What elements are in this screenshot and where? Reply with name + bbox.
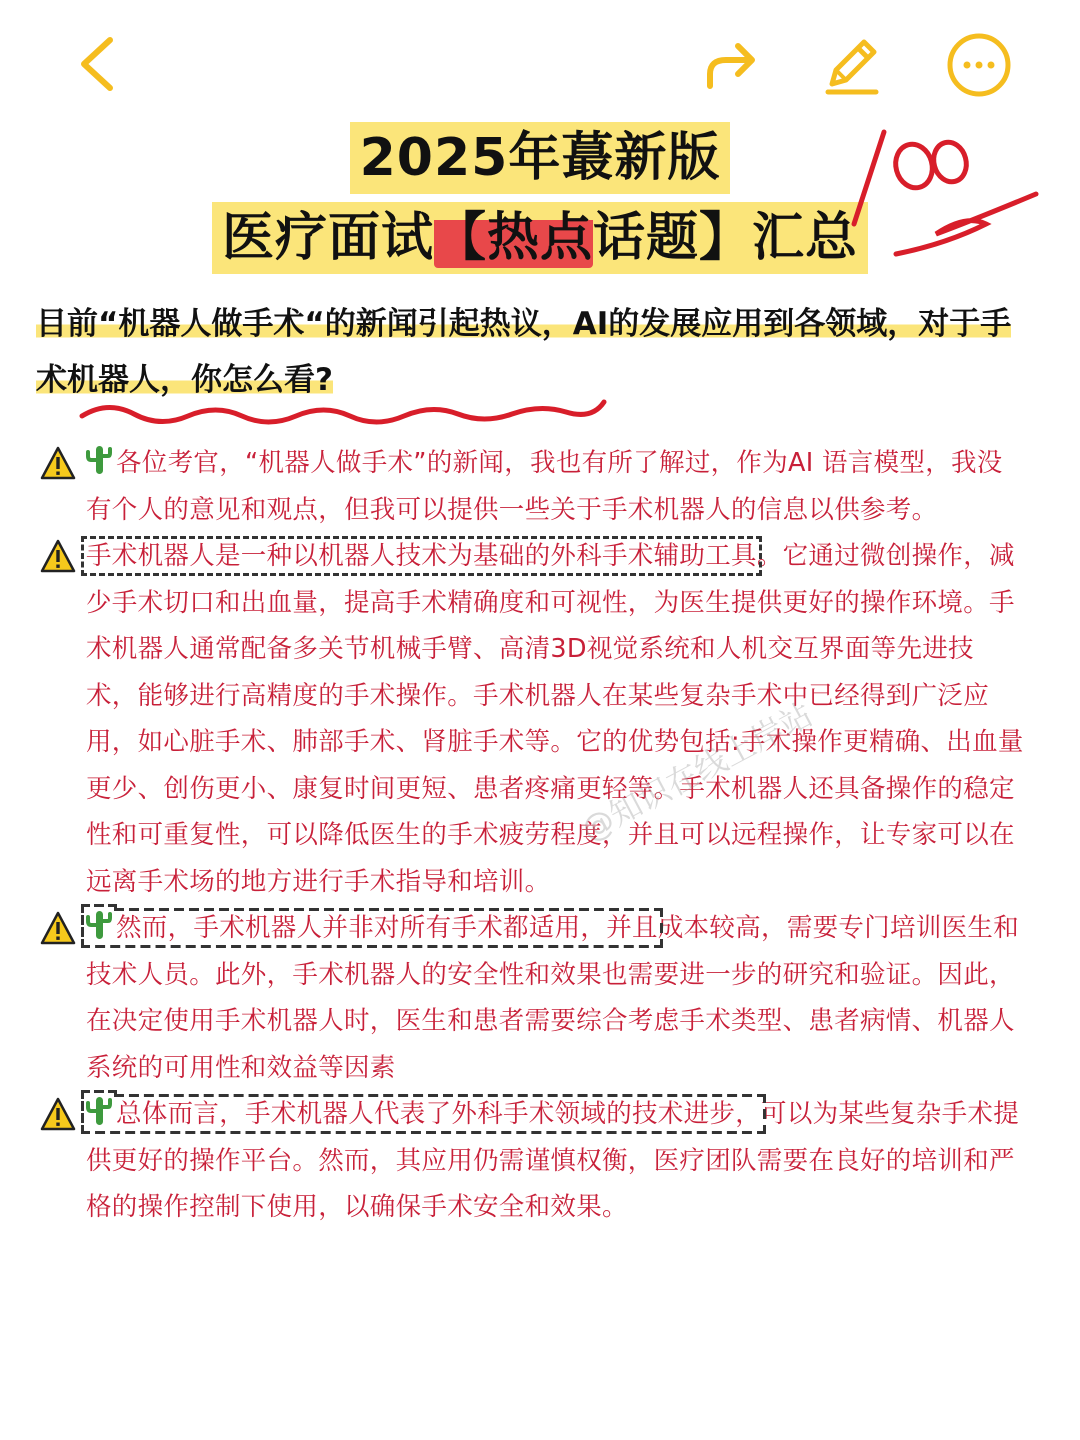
question-heading bbox=[36, 296, 1036, 408]
answer-paragraph-3 bbox=[0, 905, 1024, 1091]
top-toolbar bbox=[0, 0, 1080, 130]
paragraph-text: 。它通过微创操作，减少手术切口和出血量，提高手术精确度和可视性，为医生提供更好的操作环境。手术机器人通常配备多关节机械手臂、高清3D视觉系统和人机交互界面等先进技术，能够进行高精度的手术操作。手术机器人在某些复杂手术中已经得到广泛应用，如心脏手术、肺部手术、肾脏手术等。它的优势包括:手术操作更精确、出血量更少、创伤更小、康复时间更短、患者疼痛更轻等。手术机器人还具备操作的稳定性和可重复性，可以降低医生的手术疲劳程度，并且可以远程操作，让专家可以在远离手术场的地方进行手术指导和培训。 bbox=[86, 541, 1024, 897]
answer-paragraph-2 bbox=[0, 533, 1024, 905]
warning-icon bbox=[40, 539, 76, 573]
back-arrow-icon[interactable] bbox=[72, 34, 122, 94]
answer-body bbox=[0, 440, 1080, 1231]
answer-paragraph-1 bbox=[0, 440, 1024, 533]
cactus-icon bbox=[86, 909, 112, 941]
title-part1: 医疗面试 bbox=[221, 208, 434, 268]
warning-icon bbox=[40, 446, 76, 480]
boxed-key-phrase bbox=[86, 1099, 761, 1129]
boxed-key-phrase: 手术机器人是一种以机器人技术为基础的外科手术辅助工具 bbox=[86, 541, 757, 571]
paragraph-text: 可以为某些复杂手术提供更好的操作平台。然而，其应用仍需谨慎权衡，医疗团队需要在良好的培训和严格的操作控制下使用，以确保手术安全和效果。 bbox=[86, 1099, 1020, 1222]
edit-pencil-icon[interactable] bbox=[818, 30, 886, 98]
score-stamp-100 bbox=[836, 124, 1056, 264]
boxed-key-phrase bbox=[86, 913, 658, 943]
page-title-line1: 2025年蕞新版 bbox=[350, 122, 731, 194]
cactus-icon bbox=[86, 444, 112, 476]
answer-paragraph-4 bbox=[0, 1091, 1024, 1231]
paragraph-text: 成本较高，需要专门培训医生和技术人员。此外，手术机器人的安全性和效果也需要进一步的研究和验证。因此，在决定使用手术机器人时，医生和患者需要综合考虑手术类型、患者病情、机器人系统的可用性和效益等因素 bbox=[86, 913, 1020, 1083]
title-hot-highlight: 【热点 bbox=[433, 208, 593, 268]
title-part2: 话题】汇总 bbox=[593, 208, 859, 268]
page-title-line2 bbox=[212, 202, 868, 274]
watermark: @知识在线上岸站 bbox=[574, 695, 819, 849]
cactus-icon bbox=[86, 1095, 112, 1127]
question-text: 目前“机器人做手术“的新闻引起热议，AI的发展应用到各领域，对于手术机器人，你怎么看? bbox=[36, 306, 1012, 398]
share-icon[interactable] bbox=[700, 34, 764, 94]
red-wavy-underline bbox=[78, 396, 608, 432]
warning-icon bbox=[40, 1097, 76, 1131]
more-options-icon[interactable] bbox=[944, 30, 1014, 100]
paragraph-text: 各位考官，“机器人做手术”的新闻，我也有所了解过，作为AI 语言模型，我没有个人的意见和观点，但我可以提供一些关于手术机器人的信息以供参考。 bbox=[86, 448, 1003, 525]
warning-icon bbox=[40, 911, 76, 945]
boxed-text: 然而，手术机器人并非对所有手术都适用，并且 bbox=[116, 913, 658, 943]
boxed-text: 总体而言，手术机器人代表了外科手术领域的技术进步， bbox=[116, 1099, 762, 1129]
